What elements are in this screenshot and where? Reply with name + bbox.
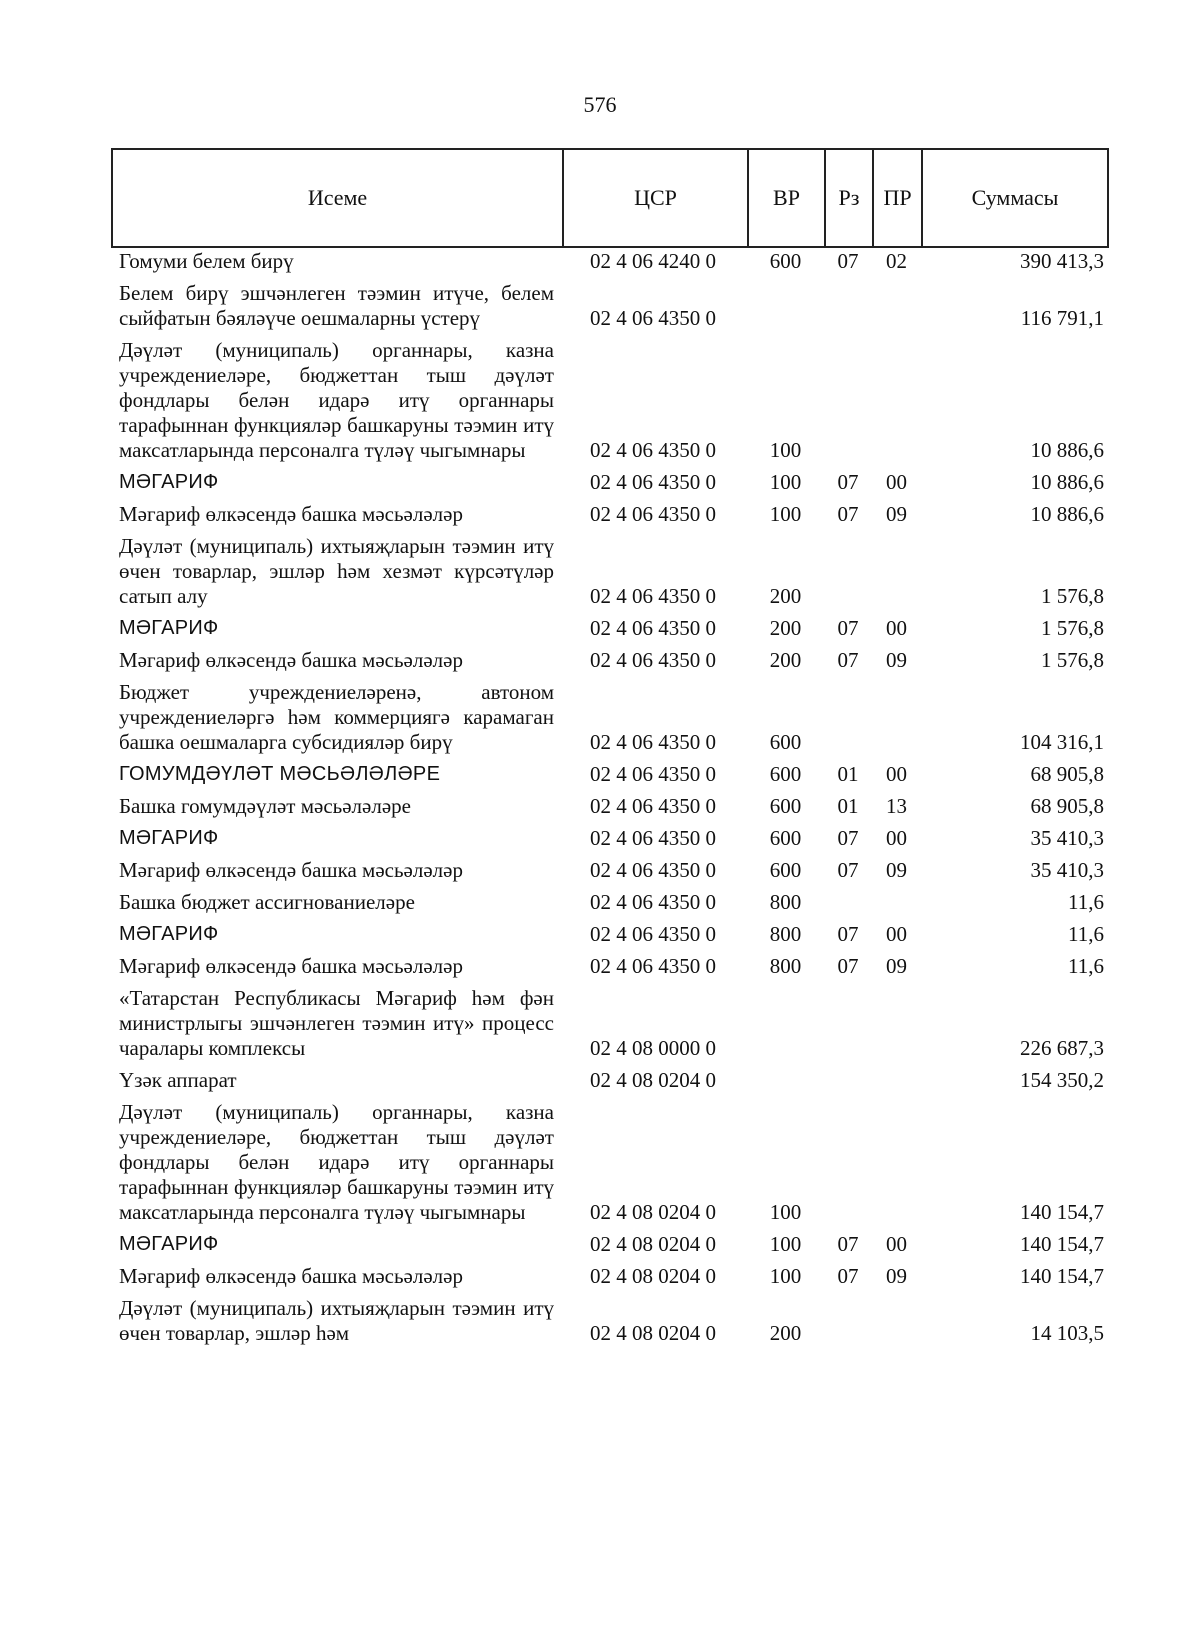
- row-vr: 600: [769, 858, 802, 882]
- row-csr: 02 4 06 4350 0: [590, 922, 716, 946]
- header-rz: Рз: [825, 149, 873, 247]
- table-row: [111, 499, 1116, 531]
- row-csr: 02 4 08 0204 0: [590, 1232, 716, 1256]
- table-row: [111, 1097, 1116, 1229]
- row-pr: [872, 531, 921, 613]
- row-vr: [747, 983, 824, 1065]
- row-rz: 07: [837, 858, 859, 882]
- table-row: [111, 887, 1116, 919]
- row-vr: 600: [769, 826, 802, 850]
- row-name: Белем бирү эшчәнлеген тәэмин итүче, белем сыйфатын бәяләүче оешмаларны үстерү: [119, 281, 554, 330]
- row-sum: 140 154,7: [1020, 1232, 1104, 1256]
- table-row: [111, 278, 1116, 335]
- budget-table-body: [111, 246, 1116, 1350]
- table-row: [111, 335, 1116, 467]
- row-vr: [747, 1065, 824, 1097]
- row-vr: 200: [769, 1321, 802, 1345]
- row-name: Дәүләт (муниципаль) ихтыяҗларын тәэмин итү өчен товарлар, эшләр һәм хезмәт күрсәтүләр сатып алу: [119, 534, 554, 608]
- row-rz: 07: [837, 502, 859, 526]
- row-name: Дәүләт (муниципаль) ихтыяҗларын тәэмин итү өчен товарлар, эшләр һәм: [119, 1296, 554, 1345]
- row-vr: 200: [769, 648, 802, 672]
- row-name: Мәгариф өлкәсендә башка мәсьәләләр: [119, 1264, 463, 1288]
- row-rz: [824, 983, 872, 1065]
- row-pr: 00: [886, 1232, 907, 1256]
- row-sum: 14 103,5: [1030, 1321, 1104, 1345]
- row-csr: 02 4 08 0204 0: [590, 1264, 716, 1288]
- row-name: Мәгариф өлкәсендә башка мәсьәләләр: [119, 502, 463, 526]
- row-name: Мәгариф өлкәсендә башка мәсьәләләр: [119, 858, 463, 882]
- row-vr: 800: [769, 922, 802, 946]
- row-name: «Татарстан Республикасы Мәгариф һәм фән министрлыгы эшчәнлеген тәэмин итү» процесс чаралары комплексы: [119, 986, 554, 1060]
- row-csr: 02 4 06 4350 0: [590, 584, 716, 608]
- row-sum: 10 886,6: [1030, 438, 1104, 462]
- row-vr: 100: [769, 1264, 802, 1288]
- row-csr: 02 4 06 4240 0: [590, 249, 716, 273]
- row-vr: 600: [769, 249, 802, 273]
- row-sum: 10 886,6: [1030, 470, 1104, 494]
- row-rz: 01: [837, 794, 859, 818]
- table-row: [111, 791, 1116, 823]
- row-name: МӘГАРИФ: [119, 827, 219, 849]
- row-sum: 68 905,8: [1030, 794, 1104, 818]
- row-name: МӘГАРИФ: [119, 617, 219, 639]
- header-vr: ВР: [748, 149, 825, 247]
- row-csr: 02 4 06 4350 0: [590, 438, 716, 462]
- row-sum: 1 576,8: [1041, 616, 1104, 640]
- table-row: [111, 246, 1116, 278]
- row-rz: [824, 1293, 872, 1350]
- row-sum: 1 576,8: [1041, 648, 1104, 672]
- row-pr: 02: [886, 249, 907, 273]
- row-vr: 800: [769, 890, 802, 914]
- row-rz: [824, 531, 872, 613]
- row-name: Мәгариф өлкәсендә башка мәсьәләләр: [119, 648, 463, 672]
- row-pr: 00: [886, 826, 907, 850]
- row-csr: 02 4 06 4350 0: [590, 616, 716, 640]
- row-vr: 200: [769, 616, 802, 640]
- row-csr: 02 4 06 4350 0: [590, 306, 716, 330]
- row-sum: 390 413,3: [1020, 249, 1104, 273]
- row-sum: 104 316,1: [1020, 730, 1104, 754]
- row-rz: [824, 1065, 872, 1097]
- row-rz: 07: [837, 1232, 859, 1256]
- table-header: [111, 148, 1109, 248]
- row-csr: 02 4 06 4350 0: [590, 730, 716, 754]
- table-row: [111, 677, 1116, 759]
- row-pr: 09: [886, 502, 907, 526]
- row-vr: 100: [769, 502, 802, 526]
- row-rz: [824, 677, 872, 759]
- row-rz: 07: [837, 470, 859, 494]
- row-rz: [824, 278, 872, 335]
- row-pr: 13: [886, 794, 907, 818]
- row-csr: 02 4 08 0000 0: [590, 1036, 716, 1060]
- row-rz: 07: [837, 954, 859, 978]
- header-sum: Суммасы: [922, 149, 1108, 247]
- row-pr: [872, 335, 921, 467]
- row-pr: [872, 278, 921, 335]
- row-vr: 200: [769, 584, 802, 608]
- row-sum: 11,6: [1068, 922, 1104, 946]
- row-sum: 226 687,3: [1020, 1036, 1104, 1060]
- row-pr: 09: [886, 858, 907, 882]
- row-name: Гомуми белем бирү: [119, 249, 294, 273]
- row-sum: 68 905,8: [1030, 762, 1104, 786]
- row-vr: 600: [769, 794, 802, 818]
- row-pr: [872, 1065, 921, 1097]
- table-row: [111, 951, 1116, 983]
- row-rz: 07: [837, 922, 859, 946]
- row-vr: 100: [769, 1200, 802, 1224]
- row-csr: 02 4 08 0204 0: [590, 1200, 716, 1224]
- row-name: Дәүләт (муниципаль) органнары, казна учреждениеләре, бюджеттан тыш дәүләт фондлары белән идарә итү органнары тарафыннан функцияләр башкаруны тәэмин итү максатларында персоналга түләү чыгымнары: [119, 1100, 554, 1224]
- row-csr: 02 4 06 4350 0: [590, 890, 716, 914]
- row-vr: 100: [769, 1232, 802, 1256]
- row-name: Башка бюджет ассигнованиеләре: [119, 890, 415, 914]
- row-vr: 600: [769, 762, 802, 786]
- row-rz: 01: [837, 762, 859, 786]
- row-pr: [872, 1097, 921, 1229]
- row-pr: 00: [886, 922, 907, 946]
- row-csr: 02 4 08 0204 0: [590, 1068, 716, 1092]
- row-pr: [872, 1293, 921, 1350]
- table-row: [111, 1293, 1116, 1350]
- row-pr: 09: [886, 1264, 907, 1288]
- row-sum: 35 410,3: [1030, 858, 1104, 882]
- table-row: [111, 855, 1116, 887]
- row-pr: 00: [886, 616, 907, 640]
- header-name: Исеме: [112, 149, 563, 247]
- row-sum: 116 791,1: [1020, 306, 1104, 330]
- table-row: [111, 759, 1116, 791]
- budget-table: [111, 246, 1116, 1350]
- row-name: Башка гомумдәүләт мәсьәләләре: [119, 794, 411, 818]
- table-row: [111, 1065, 1116, 1097]
- row-name: ГОМУМДӘҮЛӘТ МӘСЬӘЛӘЛӘРЕ: [119, 763, 441, 785]
- row-csr: 02 4 06 4350 0: [590, 470, 716, 494]
- row-csr: 02 4 06 4350 0: [590, 954, 716, 978]
- row-rz: 07: [837, 249, 859, 273]
- table-row: [111, 1229, 1116, 1261]
- row-name: МӘГАРИФ: [119, 923, 219, 945]
- row-sum: 140 154,7: [1020, 1264, 1104, 1288]
- row-vr: 100: [769, 470, 802, 494]
- row-pr: 09: [886, 648, 907, 672]
- row-pr: 00: [886, 762, 907, 786]
- row-rz: [824, 887, 872, 919]
- table-row: [111, 983, 1116, 1065]
- table-row: [111, 823, 1116, 855]
- row-pr: [872, 887, 921, 919]
- row-sum: 35 410,3: [1030, 826, 1104, 850]
- table-row: [111, 645, 1116, 677]
- row-name: МӘГАРИФ: [119, 471, 219, 493]
- row-pr: [872, 677, 921, 759]
- page-number: 576: [583, 92, 617, 117]
- row-sum: 11,6: [1068, 890, 1104, 914]
- row-pr: 00: [886, 470, 907, 494]
- header-pr: ПР: [873, 149, 922, 247]
- row-sum: 154 350,2: [1020, 1068, 1104, 1092]
- row-sum: 11,6: [1068, 954, 1104, 978]
- row-vr: 800: [769, 954, 802, 978]
- row-rz: 07: [837, 826, 859, 850]
- row-csr: 02 4 06 4350 0: [590, 502, 716, 526]
- row-csr: 02 4 08 0204 0: [590, 1321, 716, 1345]
- row-sum: 1 576,8: [1041, 584, 1104, 608]
- row-vr: [747, 278, 824, 335]
- row-csr: 02 4 06 4350 0: [590, 858, 716, 882]
- table-row: [111, 613, 1116, 645]
- table-row: [111, 467, 1116, 499]
- row-name: МӘГАРИФ: [119, 1233, 219, 1255]
- row-vr: 600: [769, 730, 802, 754]
- row-sum: 140 154,7: [1020, 1200, 1104, 1224]
- row-csr: 02 4 06 4350 0: [590, 762, 716, 786]
- header-csr: ЦСР: [563, 149, 748, 247]
- row-csr: 02 4 06 4350 0: [590, 794, 716, 818]
- row-csr: 02 4 06 4350 0: [590, 648, 716, 672]
- row-vr: 100: [769, 438, 802, 462]
- row-rz: [824, 1097, 872, 1229]
- table-row: [111, 531, 1116, 613]
- table-row: [111, 919, 1116, 951]
- row-rz: 07: [837, 616, 859, 640]
- row-pr: [872, 983, 921, 1065]
- row-sum: 10 886,6: [1030, 502, 1104, 526]
- row-csr: 02 4 06 4350 0: [590, 826, 716, 850]
- row-name: Мәгариф өлкәсендә башка мәсьәләләр: [119, 954, 463, 978]
- row-rz: 07: [837, 648, 859, 672]
- row-pr: 09: [886, 954, 907, 978]
- row-rz: 07: [837, 1264, 859, 1288]
- row-rz: [824, 335, 872, 467]
- row-name: Бюджет учреждениеләренә, автоном учреждениеләргә һәм коммерциягә карамаган башка оешмаларга субсидияләр бирү: [119, 680, 554, 754]
- row-name: Үзәк аппарат: [119, 1068, 237, 1092]
- row-name: Дәүләт (муниципаль) органнары, казна учреждениеләре, бюджеттан тыш дәүләт фондлары белән идарә итү органнары тарафыннан функцияләр башкаруны тәэмин итү максатларында персоналга түләү чыгымнары: [119, 338, 554, 462]
- table-row: [111, 1261, 1116, 1293]
